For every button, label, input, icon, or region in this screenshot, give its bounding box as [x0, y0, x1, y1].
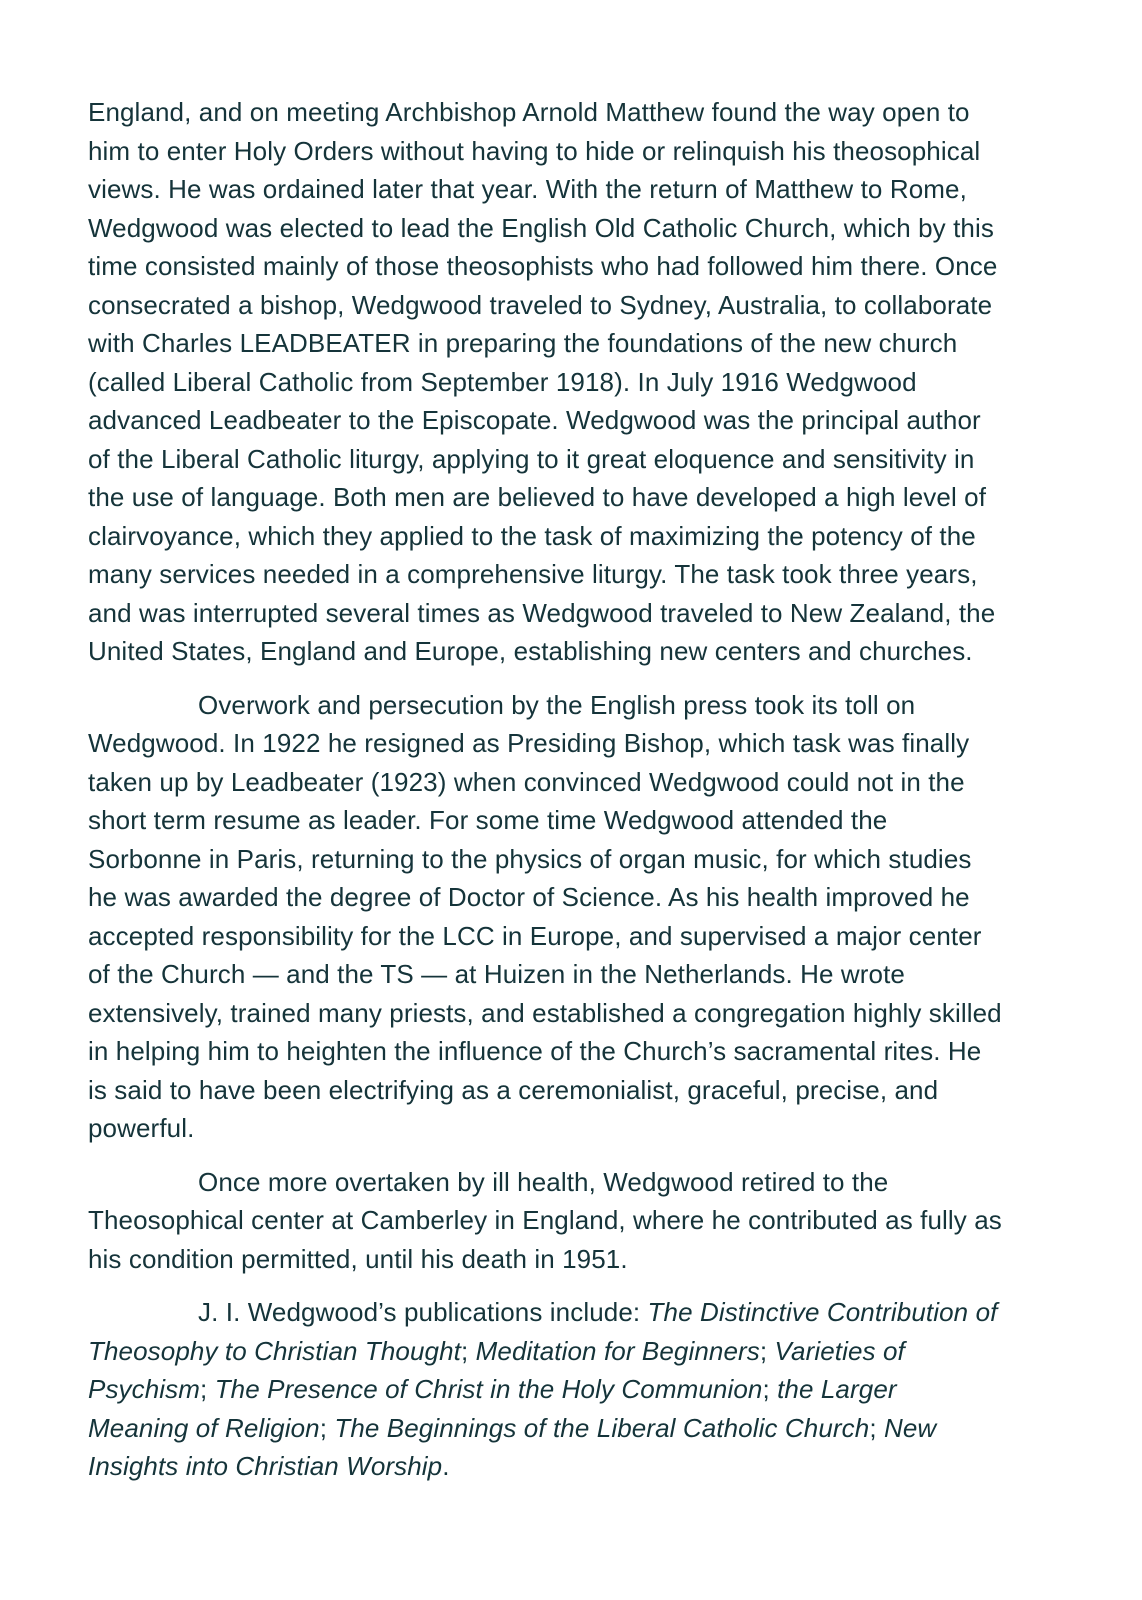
- text-line: [88, 763, 1132, 802]
- text-line: [88, 1163, 1132, 1202]
- text-segment: Overwork and persecution by the English press took its toll on: [198, 689, 916, 720]
- book-title-segment: The Presence of Christ in the Holy Communion: [214, 1374, 763, 1404]
- paragraph: [88, 1293, 1132, 1486]
- text-line: [88, 1201, 1132, 1240]
- text-line: [88, 363, 1132, 402]
- text-line: [88, 209, 1132, 248]
- text-line: [88, 686, 1132, 725]
- text-segment: is said to have been electrifying as a ceremonialist, graceful, precise, and: [88, 1074, 939, 1105]
- text-line: [88, 840, 1132, 879]
- text-segment: many services needed in a comprehensive liturgy. The task took three years,: [88, 559, 978, 589]
- text-line: [88, 1109, 1132, 1148]
- text-segment: short term resume as leader. For some time Wedgwood attended the: [88, 805, 888, 835]
- text-segment: in helping him to heighten the influence of the Church’s sacramental rites. He: [88, 1036, 982, 1066]
- text-line: [88, 1032, 1132, 1071]
- book-title-segment: Insights into Christian Worship: [88, 1451, 443, 1481]
- text-segment: time consisted mainly of those theosophists who had followed him there. Once: [88, 251, 998, 281]
- text-segment: Theosophical center at Camberley in England, where he contributed as fully as: [88, 1205, 1002, 1235]
- text-segment: ;: [869, 1412, 884, 1443]
- text-line: [88, 324, 1132, 363]
- text-segment: advanced Leadbeater to the Episcopate. Wedgwood was the principal author: [88, 405, 981, 435]
- book-title-segment: The Beginnings of the Liberal Catholic Church: [334, 1412, 870, 1443]
- text-line: [88, 247, 1132, 286]
- text-segment: the use of language. Both men are believed to have developed a high level of: [88, 482, 987, 512]
- text-line: [88, 132, 1132, 171]
- text-segment: him to enter Holy Orders without having to hide or relinquish his theosophical: [88, 135, 981, 166]
- text-line: [88, 1293, 1132, 1332]
- text-segment: clairvoyance, which they applied to the task of maximizing the potency of the: [88, 520, 976, 551]
- text-line: [88, 955, 1132, 994]
- text-line: [88, 478, 1132, 517]
- book-title-segment: Theosophy to Christian Thought: [88, 1335, 461, 1366]
- text-line: [88, 994, 1132, 1033]
- text-line: [88, 1332, 1132, 1371]
- book-title-segment: Varieties of: [774, 1335, 905, 1366]
- text-segment: Wedgwood. In 1922 he resigned as Presiding Bishop, which task was finally: [88, 728, 970, 758]
- paragraph: [88, 93, 1132, 671]
- text-segment: extensively, trained many priests, and established a congregation highly skilled: [88, 997, 1002, 1028]
- text-segment: ;: [759, 1335, 775, 1366]
- text-segment: .: [442, 1451, 450, 1481]
- text-line: [88, 878, 1132, 917]
- text-line: [88, 1370, 1132, 1409]
- text-segment: Sorbonne in Paris, returning to the physics of organ music, for which studies: [88, 843, 972, 874]
- text-line: [88, 917, 1132, 956]
- book-title-segment: Psychism: [88, 1374, 201, 1404]
- text-segment: United States, England and Europe, establishing new centers and churches.: [88, 636, 973, 666]
- text-segment: ;: [319, 1412, 335, 1443]
- book-title-segment: The Distinctive Contribution of: [647, 1297, 998, 1327]
- text-line: [88, 170, 1132, 209]
- text-segment: Once more overtaken by ill health, Wedgwood retired to the: [198, 1166, 889, 1197]
- text-segment: ;: [200, 1374, 215, 1404]
- text-segment: and was interrupted several times as Wedgwood traveled to New Zealand, the: [88, 597, 996, 628]
- text-line: [88, 1409, 1132, 1448]
- text-segment: (called Liberal Catholic from September 1918). In July 1916 Wedgwood: [88, 366, 917, 397]
- text-line: [88, 440, 1132, 479]
- text-segment: of the Liberal Catholic liturgy, applying to it great eloquence and sensitivity in: [88, 443, 975, 474]
- text-segment: views. He was ordained later that year. With the return of Matthew to Rome,: [88, 174, 967, 204]
- text-line: [88, 594, 1132, 633]
- text-line: [88, 286, 1132, 325]
- text-segment: his condition permitted, until his death in 1951.: [88, 1243, 628, 1274]
- book-title-segment: the Larger: [777, 1374, 897, 1404]
- text-segment: J. I. Wedgwood’s publications include:: [198, 1297, 648, 1327]
- text-segment: Wedgwood was elected to lead the English Old Catholic Church, which by this: [88, 212, 994, 243]
- text-line: [88, 93, 1132, 132]
- text-segment: of the Church — and the TS — at Huizen in the Netherlands. He wrote: [88, 959, 905, 989]
- text-line: [88, 1447, 1132, 1486]
- text-segment: taken up by Leadbeater (1923) when convinced Wedgwood could not in the: [88, 766, 965, 797]
- text-segment: England, and on meeting Archbishop Arnold Matthew found the way open to: [88, 97, 970, 127]
- text-line: [88, 1071, 1132, 1110]
- book-title-segment: Meditation for Beginners: [475, 1335, 760, 1366]
- book-title-segment: New: [883, 1412, 937, 1443]
- paragraph: [88, 1163, 1132, 1279]
- text-line: [88, 555, 1132, 594]
- text-line: [88, 1240, 1132, 1279]
- text-segment: accepted responsibility for the LCC in Europe, and supervised a major center: [88, 920, 982, 951]
- text-segment: he was awarded the degree of Doctor of Science. As his health improved he: [88, 882, 970, 912]
- text-segment: consecrated a bishop, Wedgwood traveled to Sydney, Australia, to collaborate: [88, 289, 993, 320]
- text-line: [88, 401, 1132, 440]
- text-segment: ;: [762, 1374, 778, 1404]
- paragraph: [88, 686, 1132, 1148]
- text-line: [88, 517, 1132, 556]
- text-line: [88, 801, 1132, 840]
- body-text: [88, 93, 1132, 1486]
- text-line: [88, 632, 1132, 671]
- text-segment: ;: [461, 1335, 476, 1366]
- book-title-segment: Meaning of Religion: [88, 1412, 320, 1443]
- text-segment: powerful.: [88, 1113, 195, 1143]
- text-segment: with Charles LEADBEATER in preparing the foundations of the new church: [88, 328, 958, 358]
- text-line: [88, 724, 1132, 763]
